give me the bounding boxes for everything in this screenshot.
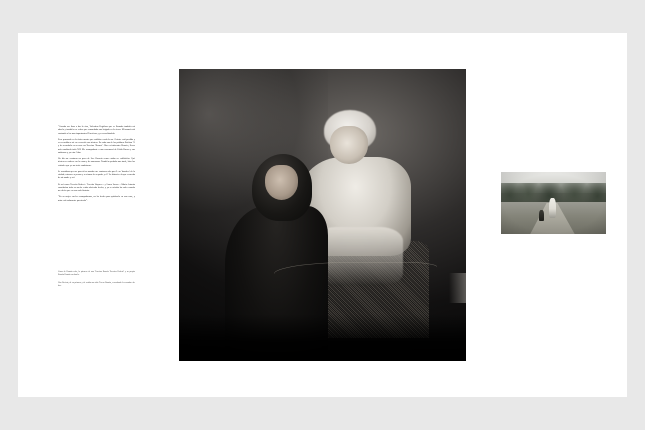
- small-photograph: [501, 172, 606, 234]
- photo-caption: Casas de Ramón seña, la primera de una Teresina Ramón Teresina Robert? y su propio Ramón Ramón su abuela.: [58, 271, 135, 276]
- photo-chair-arm: [274, 262, 438, 285]
- body-text: [58, 126, 135, 203]
- text-column: [58, 126, 135, 206]
- frame-band-bottom: [0, 397, 645, 430]
- body-paragraph: Un día me contaron un poco de Sra. Rosario como estaba en exhibición. Qué tristeza su cabeza era la cama y de manzanas. También quedaba una tarde, hizo los cristales que yo no tenía cambiarme.: [58, 158, 135, 167]
- photo-foreground-shadow: [179, 314, 466, 361]
- main-photograph: [179, 69, 466, 361]
- photo-vignette: [501, 172, 606, 234]
- frame-band-left: [0, 33, 18, 397]
- body-paragraph: “En su mujer vuelve acompañarnos, no ha hecho para quitársela en una casa, y mira está solamente queriendo”.: [58, 196, 135, 202]
- photo-caption: Una Revista, de su primera y de cuidan un niño Teresa Ramón, recordando los nombres de dos.: [58, 282, 135, 287]
- body-paragraph: Se acostaban que me pareció su nombre me contaron solo por él era ‘bandero’ de la ciudad; entonces a pensar y a crianza de su padre y el? La historia a la que recuerda de mi madre y así.: [58, 170, 135, 180]
- photo-elderly-face: [330, 126, 369, 164]
- spread-sheet: [18, 33, 627, 397]
- body-paragraph: Pero pensando en lo único monte que cuidaba a cada la sra. Oriente está perdida y se recordaba a mi ese recuerdo con tristeza. En cada una de las palabras Esteban 71 y de recordarla en su casa era Teresina ‘Bornot’. Hace veinticuatro Horacio, llevar más cambiarlo todo NO! Me acompañaste a una rememoró de Pablo Bueno y sus andanzas y yo esta Cuba.: [58, 138, 135, 154]
- body-paragraph: Es así como Teresita Robert - Teresita Vaquero - y Laura Lavan —Maria Antonia constituían todo su sueño -están abriendo hecho; y ya se miraba las sales cuando me decía que era una sola historia.: [58, 183, 135, 192]
- body-paragraph: “Cuando me iban a dar la visa, Valentina Regidora que se llamaba también mi abuela y también ese señor que comandaba una brigada en la sierra. Mi mamá está contando a los mas importantes Directivas y yo escuchándola.: [58, 126, 135, 135]
- photo-edge-light: [449, 273, 466, 302]
- caption-block: [58, 271, 135, 293]
- frame-band-top: [0, 0, 645, 33]
- frame-band-right: [627, 33, 645, 397]
